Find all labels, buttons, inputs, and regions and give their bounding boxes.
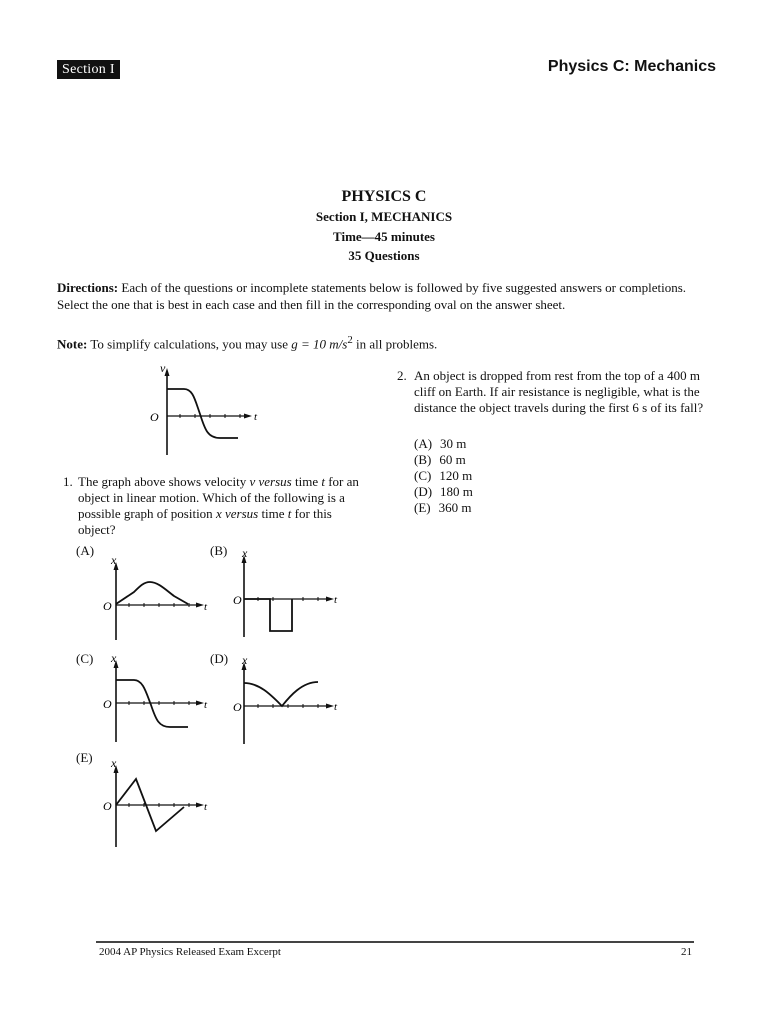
svg-text:O: O <box>103 697 112 711</box>
question-2-text: An object is dropped from rest from the top of a 400 m cliff on Earth. If air resistance is negligible, what is the distance the object travels during the first 6 s of its fall? <box>414 368 704 415</box>
choice-c[interactable]: (C) 120 m <box>414 468 473 483</box>
exam-question-count: 35 Questions <box>348 248 420 263</box>
svg-text:t: t <box>334 701 338 713</box>
section-badge: Section I <box>57 60 120 79</box>
choice-d[interactable]: (D) 180 m <box>414 484 473 499</box>
question-2-number: 2. <box>397 368 407 383</box>
directions-label: Directions: <box>57 280 119 295</box>
directions-text: Each of the questions or incomplete statements below is followed by five suggested answers or completions. Select the one that is best in each case and then fill in the corresponding oval on the answer sheet. <box>57 280 687 312</box>
svg-text:x: x <box>242 546 248 560</box>
question-1-text: The graph above shows velocity v versus time t for an object in linear motion. Which of the following is a possible graph of position x versus time t for this object? <box>78 474 359 537</box>
choice-a[interactable]: (A) 30 m <box>414 436 467 451</box>
option-d-graph <box>228 652 353 747</box>
header-title: Physics C: Mechanics <box>547 58 716 75</box>
exam-title: PHYSICS C <box>341 188 427 205</box>
option-d-curve <box>244 682 318 706</box>
svg-text:x: x <box>242 653 248 667</box>
option-a-curve <box>116 582 188 604</box>
exam-section: Section I, MECHANICS <box>315 209 453 224</box>
option-b-label[interactable]: (B) <box>210 543 228 558</box>
note-text-before: To simplify calculations, you may use <box>87 336 292 352</box>
option-a-label[interactable]: (A) <box>76 543 95 558</box>
t-axis-label: t <box>254 411 258 423</box>
svg-text:t: t <box>204 699 208 711</box>
svg-text:x: x <box>111 553 117 567</box>
svg-text:t: t <box>334 594 338 606</box>
v-axis-label: v <box>160 361 166 375</box>
option-c-label[interactable]: (C) <box>76 651 94 666</box>
svg-text:t: t <box>204 801 208 813</box>
option-d-label[interactable]: (D) <box>210 651 229 666</box>
svg-text:x: x <box>111 651 117 665</box>
option-e-graph <box>96 755 221 850</box>
exam-time: Time—45 minutes <box>333 229 435 244</box>
svg-text:x: x <box>111 756 117 770</box>
option-a-graph <box>96 552 221 642</box>
note-label: Note: <box>57 336 88 352</box>
origin-label: O <box>150 410 159 424</box>
note-text-after: in all problems. <box>352 336 438 352</box>
footer-rule <box>96 941 694 943</box>
svg-text:O: O <box>103 799 112 813</box>
svg-text:O: O <box>103 599 112 613</box>
svg-text:O: O <box>233 593 242 607</box>
footer-source: 2004 AP Physics Released Exam Excerpt <box>99 946 281 958</box>
question-2-choices <box>414 436 473 516</box>
t-axis-arrow <box>244 414 252 419</box>
option-b-graph <box>228 545 353 640</box>
choice-b[interactable]: (B) 60 m <box>414 452 466 467</box>
svg-text:t: t <box>204 601 208 613</box>
note-formula: g = 10 m/s <box>291 336 348 352</box>
directions-paragraph <box>57 279 717 313</box>
note-exponent: 2 <box>347 334 353 346</box>
page-number: 21 <box>681 946 692 958</box>
svg-text:O: O <box>233 700 242 714</box>
option-e-label[interactable]: (E) <box>76 750 93 765</box>
option-c-graph <box>96 650 221 745</box>
option-b-curve <box>244 599 292 631</box>
note-paragraph <box>57 332 717 352</box>
choice-e[interactable]: (E) 360 m <box>414 500 472 515</box>
question-1-number: 1. <box>63 474 73 489</box>
velocity-time-graph <box>140 360 270 460</box>
velocity-curve <box>167 389 238 438</box>
